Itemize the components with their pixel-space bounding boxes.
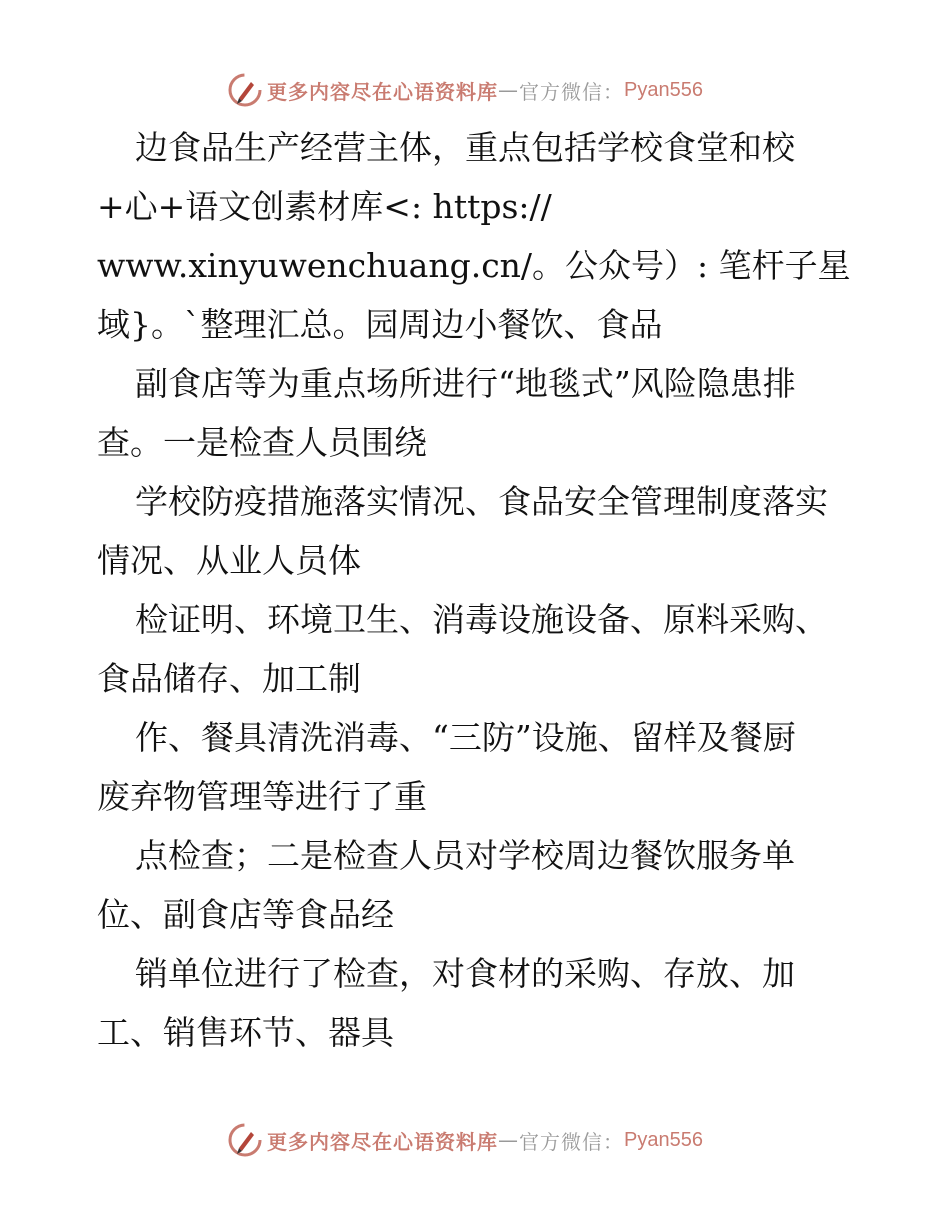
banner-wechat-id: Pyan556 bbox=[624, 78, 703, 101]
pen-logo-icon bbox=[227, 1122, 263, 1158]
pen-logo-icon bbox=[227, 72, 263, 108]
body-line: 位、副食店等食品经 bbox=[97, 895, 394, 934]
body-line: www.xinyuwenchuang.cn/。公众号）: 笔杆子星 bbox=[97, 246, 851, 285]
body-line: 边食品生产经营主体，重点包括学校食堂和校 bbox=[135, 128, 795, 167]
body-line: 食品储存、加工制 bbox=[97, 659, 361, 698]
header-banner bbox=[0, 70, 950, 110]
body-line: +心+语文创素材库<: https:// bbox=[97, 187, 552, 226]
banner-separator: — bbox=[498, 1128, 520, 1152]
body-line: 作、餐具清洗消毒、“三防”设施、留样及餐厨 bbox=[135, 718, 796, 757]
body-line: 域}。`整理汇总。园周边小餐饮、食品 bbox=[97, 305, 663, 344]
banner-official-label: 官方微信： bbox=[519, 79, 625, 104]
document-body bbox=[97, 118, 857, 1062]
body-line: 查。一是检查人员围绕 bbox=[97, 423, 427, 462]
footer-banner bbox=[0, 1120, 950, 1160]
banner-wechat-id: Pyan556 bbox=[624, 1128, 703, 1151]
banner-main-text: 更多内容尽在心语资料库 bbox=[267, 1129, 499, 1154]
body-line: 副食店等为重点场所进行“地毯式”风险隐患排 bbox=[135, 364, 796, 403]
banner-main-text: 更多内容尽在心语资料库 bbox=[267, 79, 499, 104]
body-line: 废弃物管理等进行了重 bbox=[97, 777, 427, 816]
body-line: 检证明、环境卫生、消毒设施设备、原料采购、 bbox=[135, 600, 828, 639]
banner-separator: — bbox=[498, 78, 520, 102]
body-line: 工、销售环节、器具 bbox=[97, 1013, 394, 1052]
body-line: 销单位进行了检查，对食材的采购、存放、加 bbox=[135, 954, 795, 993]
body-line: 情况、从业人员体 bbox=[97, 541, 361, 580]
banner-official-label: 官方微信： bbox=[519, 1129, 625, 1154]
body-line: 学校防疫措施落实情况、食品安全管理制度落实 bbox=[135, 482, 828, 521]
body-line: 点检查；二是检查人员对学校周边餐饮服务单 bbox=[135, 836, 795, 875]
